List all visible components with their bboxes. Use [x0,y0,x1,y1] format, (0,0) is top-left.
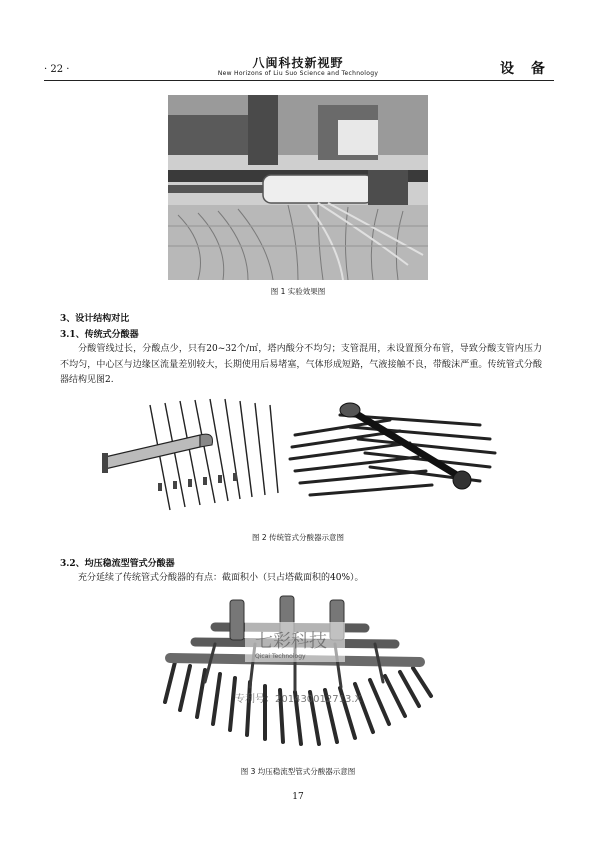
figure-2-drawing [100,395,500,525]
page-number: 17 [292,792,304,802]
figure-1-photo [168,95,428,280]
journal-subtitle: New Horizons of Liu Suo Science and Technology [217,70,379,77]
section-3-1-title: 3.1、传统式分酸器 [60,330,139,340]
section-3-2-title: 3.2、均压稳流型管式分酸器 [60,559,175,569]
section-label: 设 备 [500,61,551,77]
section-3-title: 3、设计结构对比 [60,314,130,324]
watermark-patent: 专利号：201430012713.X [235,694,362,705]
journal-title: 八闽科技新视野 [252,56,344,70]
watermark-brand-en: Qicai Technology [255,653,306,660]
figure-3-render [155,592,440,757]
section-3-1-text: 分酸管线过长，分酸点少，只有20~32个/㎡，塔内酸分不均匀；支管混用，未设置预分布管，导致分酸支管内压力不均匀，中心区与边缘区流量差别较大，长期使用后易堵塞，气体形成短路，气液接触不良，带酸沫严重。传统管式分酸器结构见图2. [60,344,542,385]
section-3-2-text: 充分延续了传统管式分酸器的有点：截面积小（只占塔截面积的40%）。 [78,573,364,583]
watermark-brand: 七彩科技 [255,631,327,652]
header-rule [44,80,554,81]
figure-2-caption: 图 2 传统管式分酸器示意图 [251,533,345,542]
section-3-1-body [60,342,542,389]
figure-1-caption: 图 1 实验效果图 [270,287,326,296]
section-3-2-body [60,571,542,587]
page-marker: · 22 · [44,64,70,75]
figure-3-caption: 图 3 均压稳流型管式分酸器示意图 [240,767,356,776]
